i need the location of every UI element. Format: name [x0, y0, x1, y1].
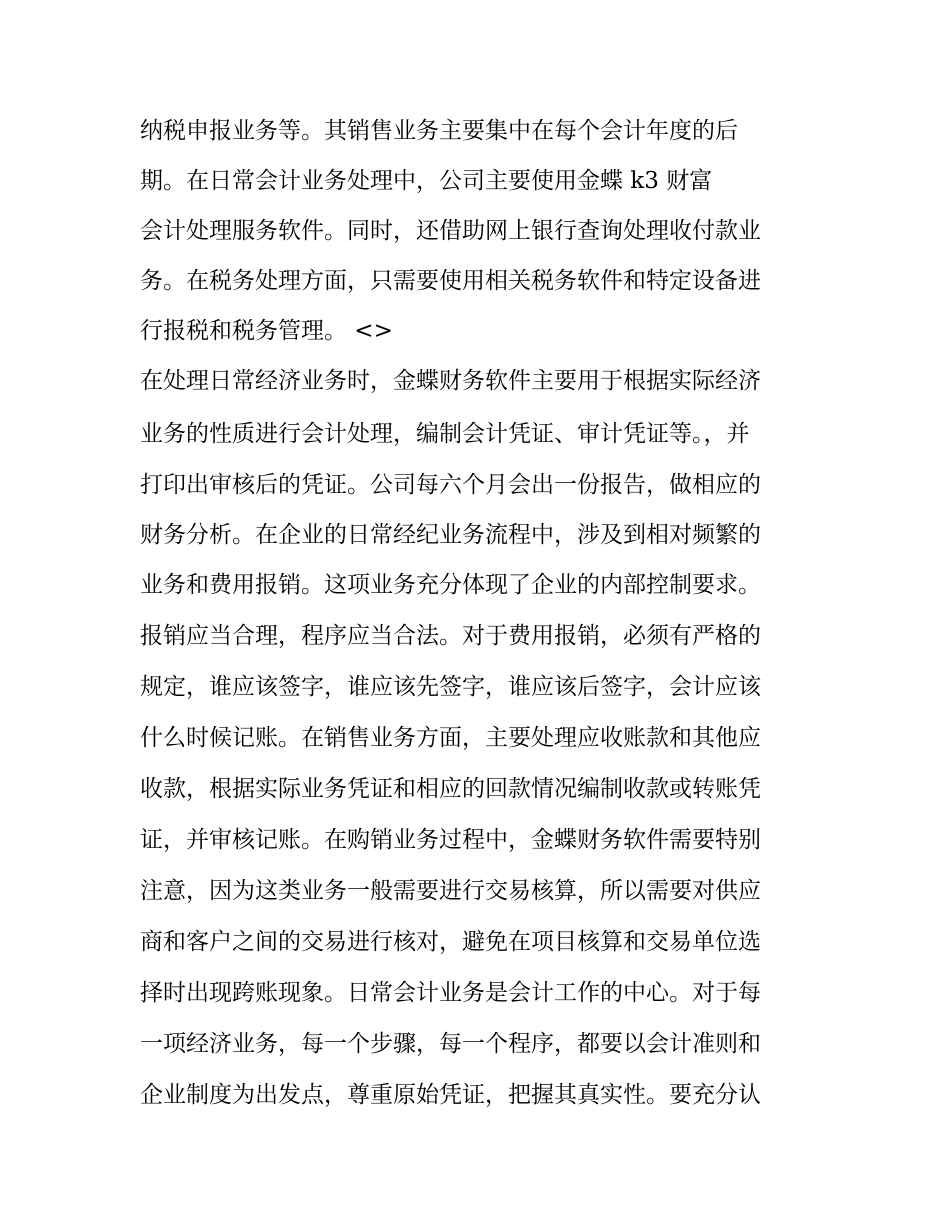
text-line: 择时出现跨账现象。日常会计业务是会计工作的中心。对于每 [140, 980, 761, 1006]
text-line: 注意，因为这类业务一般需要进行交易核算，所以需要对供应 [140, 878, 761, 904]
text-line: 企业制度为出发点，尊重原始凭证，把握其真实性。要充分认 [140, 1082, 761, 1108]
text-line: 会计处理服务软件。同时，还借助网上银行查询处理收付款业 [140, 218, 761, 244]
text-line: 行报税和税务管理。 <> [140, 318, 393, 344]
text-line: 在处理日常经济业务时，金蝶财务软件主要用于根据实际经济 [140, 368, 761, 394]
text-line: 打印出审核后的凭证。公司每六个月会出一份报告，做相应的 [140, 472, 761, 498]
text-line: 务。在税务处理方面，只需要使用相关税务软件和特定设备进 [140, 268, 761, 294]
text-line: 业务和费用报销。这项业务充分体现了企业的内部控制要求。 [140, 572, 761, 598]
text-line: 业务的性质进行会计处理，编制会计凭证、审计凭证等。，并 [140, 421, 750, 447]
text-line: 收款，根据实际业务凭证和相应的回款情况编制收款或转账凭 [140, 776, 761, 802]
text-line: 财务分析。在企业的日常经纪业务流程中，涉及到相对频繁的 [140, 522, 761, 548]
text-line: 纳税申报业务等。其销售业务主要集中在每个会计年度的后 [140, 118, 738, 144]
text-line: 期。在日常会计业务处理中，公司主要使用金蝶 k3 财富 [140, 168, 713, 194]
text-line: 规定，谁应该签字，谁应该先签字，谁应该后签字，会计应该 [140, 674, 761, 700]
text-line: 一项经济业务，每一个步骤，每一个程序，都要以会计准则和 [140, 1031, 761, 1057]
text-line: 证，并审核记账。在购销业务过程中，金蝶财务软件需要特别 [140, 827, 761, 853]
text-line: 报销应当合理，程序应当合法。对于费用报销，必须有严格的 [140, 623, 761, 649]
text-line: 什么时候记账。在销售业务方面，主要处理应收账款和其他应 [140, 725, 761, 751]
text-line: 商和客户之间的交易进行核对，避免在项目核算和交易单位选 [140, 929, 761, 955]
